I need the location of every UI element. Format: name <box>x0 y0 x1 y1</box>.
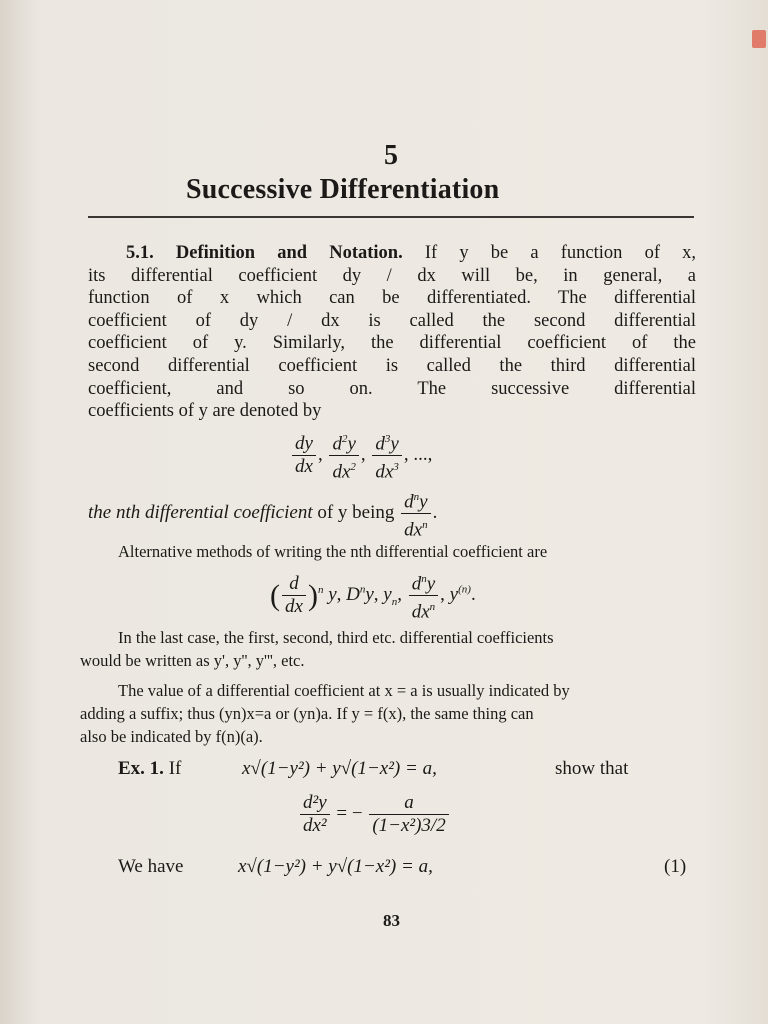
chapter-title: Successive Differentiation <box>186 174 500 205</box>
result-numerator: d²y <box>300 792 330 815</box>
alternative-notation: ( $\frac{d}{dx}$ )$^n$ y, $D^ny$, $y_n$, $\frac{d^ny}{dx^n}$ , $y^{(n)}$. <box>270 568 476 624</box>
para-line-8: coefficients of y are denoted by <box>88 401 322 422</box>
result-denominator: dx² <box>303 815 327 836</box>
last-case-line-1: In the last case, the first, second, third etc. differential coefficients <box>118 628 554 647</box>
sequence-ellipsis: , ..., <box>403 444 433 466</box>
nth-derivative-alt: $\frac{d^ny}{dx^n}$ <box>409 568 438 624</box>
page-tab-marker <box>752 30 766 48</box>
para-line-4: coefficient of dy / dx is called the second differential <box>88 310 696 331</box>
example-label: Ex. 1. <box>118 758 164 779</box>
example-if: If <box>168 758 182 779</box>
value-line-1: The value of a differential coefficient at x = a is usually indicated by <box>118 681 570 700</box>
first-derivative: $\frac{dy}{dx}$ <box>292 433 316 478</box>
chapter-number: 5 <box>384 140 398 171</box>
derivative-sequence: $\frac{dy}{dx}$ , $\frac{d^2y}{dx^2}$ , $\frac{d^3y}{dx^3}$ , ..., <box>290 428 432 484</box>
value-line-2: adding a suffix; thus (yn)x=a or (yn)a. If y = f(x), the same thing can <box>80 704 534 723</box>
third-derivative: $\frac{d^3y}{dx^3}$ <box>372 428 401 484</box>
value-line-3: also be indicated by f(n)(a). <box>80 727 263 746</box>
para-line-7: coefficient, and so on. The successive differential <box>88 378 696 399</box>
para-line-1-text: If y be a function of x, <box>424 243 697 263</box>
alternative-methods-text: Alternative methods of writing the nth differential coefficient are <box>118 542 548 561</box>
para-line-6: second differential coefficient is called the third differential <box>88 355 696 376</box>
page-number: 83 <box>383 911 400 930</box>
show-that-text: show that <box>555 758 629 779</box>
we-have-equation: x√(1−y²) + y√(1−x²) = a, <box>238 856 433 877</box>
section-heading: Definition and Notation. <box>175 243 403 263</box>
title-divider <box>88 216 694 218</box>
nth-coefficient-line: the nth differential coefficient of y being $\frac{d^ny}{dx^n}$ . <box>88 486 437 542</box>
result-equation: $\frac{\text{d²y}}{\text{dx²}}$ = − $\frac{a}{\text{(1−x²)3/2}}$ <box>298 792 451 837</box>
section-number: 5.1. <box>126 243 154 263</box>
we-have-label: We have <box>118 856 184 877</box>
example-line <box>118 758 181 780</box>
para-line-1 <box>88 242 696 265</box>
nth-derivative: $\frac{d^ny}{dx^n}$ <box>401 486 430 542</box>
result-rhs-numerator: a <box>369 792 448 815</box>
equation-number: (1) <box>664 856 687 877</box>
definition-paragraph <box>88 242 696 423</box>
last-case-line-2: would be written as y', y'', y''', etc. <box>80 651 305 670</box>
nth-italic-text: the nth differential coefficient <box>88 502 313 524</box>
second-derivative: $\frac{d^2y}{dx^2}$ <box>329 428 358 484</box>
para-line-5: coefficient of y. Similarly, the differential coefficient of the <box>88 333 696 354</box>
para-line-2: its differential coefficient dy / dx will be, in general, a <box>88 265 696 286</box>
nth-rest-text: of y being <box>317 502 395 524</box>
d-over-dx: $\frac{d}{dx}$ <box>282 573 306 618</box>
para-line-3: function of x which can be differentiated. The differential <box>88 288 696 309</box>
example-equation: x√(1−y²) + y√(1−x²) = a, <box>242 758 437 779</box>
result-rhs-denominator: (1−x²)3/2 <box>372 815 446 836</box>
